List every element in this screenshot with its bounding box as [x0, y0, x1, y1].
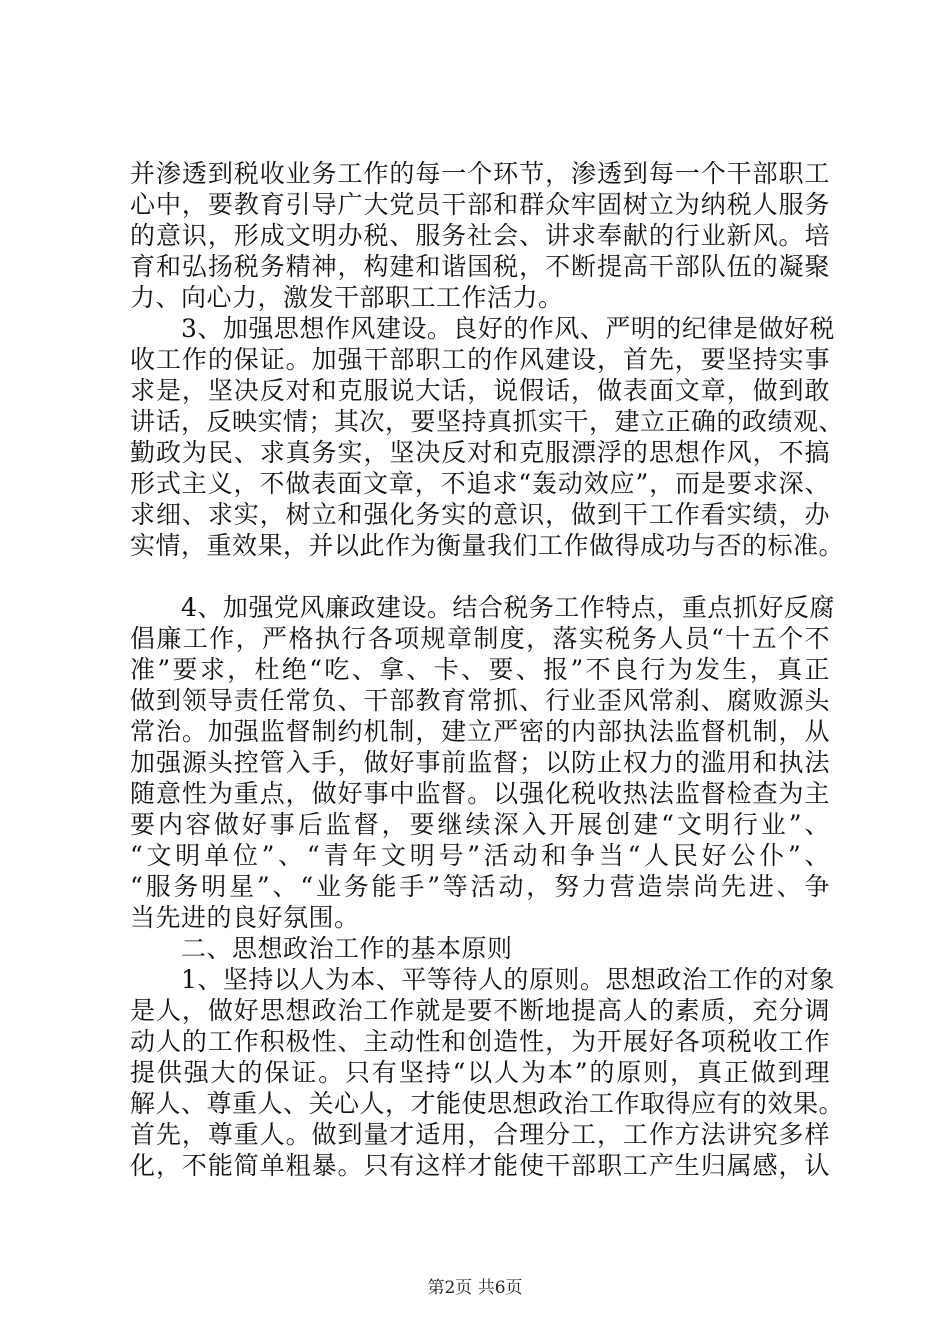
document-body	[130, 158, 845, 1181]
text-line: 勤政为民、求真务实，坚决反对和克服漂浮的思想作风，不搞	[130, 438, 830, 467]
text-line: 提供强大的保证。只有坚持“以人为本”的原则，真正做到理	[130, 1058, 830, 1087]
text-line: 心中，要教育引导广大党员干部和群众牢固树立为纳税人服务	[130, 190, 830, 219]
section-heading: 二、思想政治工作的基本原则	[130, 934, 513, 963]
text-line: 动人的工作积极性、主动性和创造性，为开展好各项税收工作	[130, 1027, 830, 1056]
text-line: 收工作的保证。加强干部职工的作风建设，首先，要坚持实事	[130, 345, 830, 374]
text-line: 常治。加强监督制约机制，建立严密的内部执法监督机制，从	[130, 717, 830, 746]
text-line: 是人，做好思想政治工作就是要不断地提高人的素质，充分调	[130, 996, 830, 1025]
text-line: 求细、求实，树立和强化务实的意识，做到干工作看实绩，办	[130, 500, 830, 529]
text-line: 育和弘扬税务精神，构建和谐国税，不断提高干部队伍的凝聚	[130, 252, 830, 281]
paragraph-gap	[130, 561, 830, 592]
text-line: 当先进的良好氛围。	[130, 903, 360, 932]
text-line: “文明单位”、“青年文明号”活动和争当“人民好公仆”、	[130, 841, 830, 870]
text-line: 倡廉工作，严格执行各项规章制度，落实税务人员“十五个不	[130, 624, 830, 653]
text-line: 准”要求，杜绝“吃、拿、卡、要、报”不良行为发生，真正	[130, 655, 830, 684]
text-line: 解人、尊重人、关心人，才能使思想政治工作取得应有的效果。	[130, 1089, 845, 1118]
text-line: 3、加强思想作风建设。良好的作风、严明的纪律是做好税	[130, 314, 835, 343]
text-line: 1、坚持以人为本、平等待人的原则。思想政治工作的对象	[130, 965, 835, 994]
text-line: 力、向心力，激发干部职工工作活力。	[130, 283, 564, 312]
text-line: 随意性为重点，做好事中监督。以强化税收热法监督检查为主	[130, 779, 830, 808]
text-line: 的意识，形成文明办税、服务社会、讲求奉献的行业新风。培	[130, 221, 830, 250]
text-line: “服务明星”、“业务能手”等活动，努力营造崇尚先进、争	[130, 872, 830, 901]
text-line: 化，不能简单粗暴。只有这样才能使干部职工产生归属感，认	[130, 1151, 830, 1180]
page-footer: 第2页 共6页	[427, 1278, 523, 1298]
text-line: 讲话，反映实情；其次，要坚持真抓实干，建立正确的政绩观、	[130, 407, 845, 436]
text-line: 形式主义，不做表面文章，不追求“轰动效应”，而是要求深、	[130, 469, 830, 498]
text-line: 求是，坚决反对和克服说大话，说假话，做表面文章，做到敢	[130, 376, 830, 405]
text-line: 首先，尊重人。做到量才适用，合理分工，工作方法讲究多样	[130, 1120, 830, 1149]
text-line: 要内容做好事后监督，要继续深入开展创建“文明行业”、	[130, 810, 830, 839]
text-line: 做到领导责任常负、干部教育常抓、行业歪风常刹、腐败源头	[130, 686, 830, 715]
text-line: 加强源头控管入手，做好事前监督；以防止权力的滥用和执法	[130, 748, 830, 777]
text-line: 并渗透到税收业务工作的每一个环节，渗透到每一个干部职工	[130, 159, 830, 188]
text-line: 4、加强党风廉政建设。结合税务工作特点，重点抓好反腐	[130, 593, 835, 622]
text-line: 实情，重效果，并以此作为衡量我们工作做得成功与否的标准。	[130, 531, 845, 560]
